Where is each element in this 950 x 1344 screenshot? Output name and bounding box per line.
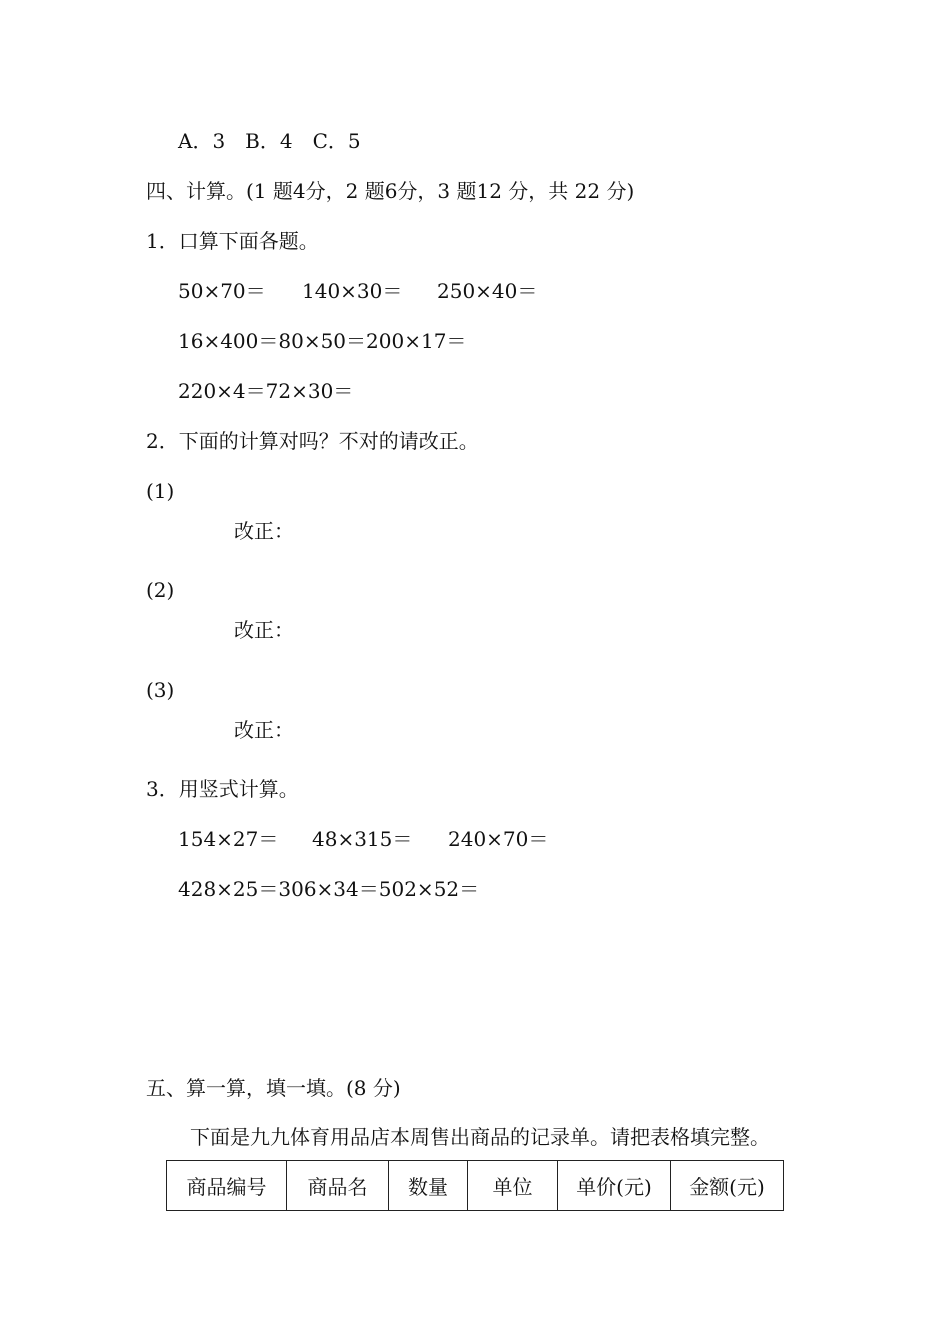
calc-row: 428×25＝306×34＝502×52＝ xyxy=(178,877,480,901)
section5-intro: 下面是九九体育用品店本周售出商品的记录单。请把表格填完整。 xyxy=(190,1125,770,1149)
calc-item: 50×70＝ xyxy=(178,279,266,303)
problem2-title: 2．下面的计算对吗？不对的请改正。 xyxy=(146,429,479,453)
problem3-title: 3．用竖式计算。 xyxy=(146,777,299,801)
table-header-cell: 商品名 xyxy=(287,1161,389,1211)
section4-heading: 四、计算。(1 题4分，2 题6分，3 题12 分，共 22 分) xyxy=(146,179,635,203)
sub-item-label: (3) xyxy=(146,678,175,702)
table-header-cell: 金额(元) xyxy=(671,1161,784,1211)
calc-item: 48×315＝ xyxy=(312,827,413,851)
section5-heading: 五、算一算，填一填。(8 分) xyxy=(146,1076,401,1100)
correction-label: 改正： xyxy=(234,519,294,543)
q3-options: A．3 B．4 C．5 xyxy=(178,129,361,153)
problem1-title: 1．口算下面各题。 xyxy=(146,229,319,253)
calc-row: 220×4＝72×30＝ xyxy=(178,379,354,403)
calc-item: 140×30＝ xyxy=(302,279,403,303)
correction-label: 改正： xyxy=(234,618,294,642)
table-header-cell: 数量 xyxy=(389,1161,468,1211)
calc-item: 154×27＝ xyxy=(178,827,279,851)
table-header-row xyxy=(167,1161,784,1211)
table-header-cell: 单位 xyxy=(468,1161,558,1211)
correction-label: 改正： xyxy=(234,718,294,742)
calc-row: 16×400＝80×50＝200×17＝ xyxy=(178,329,467,353)
calc-item: 250×40＝ xyxy=(437,279,538,303)
sub-item-label: (1) xyxy=(146,479,175,503)
sales-record-table xyxy=(166,1160,784,1211)
table-header-cell: 商品编号 xyxy=(167,1161,287,1211)
sub-item-label: (2) xyxy=(146,578,175,602)
calc-item: 240×70＝ xyxy=(448,827,549,851)
table-header-cell: 单价(元) xyxy=(558,1161,671,1211)
